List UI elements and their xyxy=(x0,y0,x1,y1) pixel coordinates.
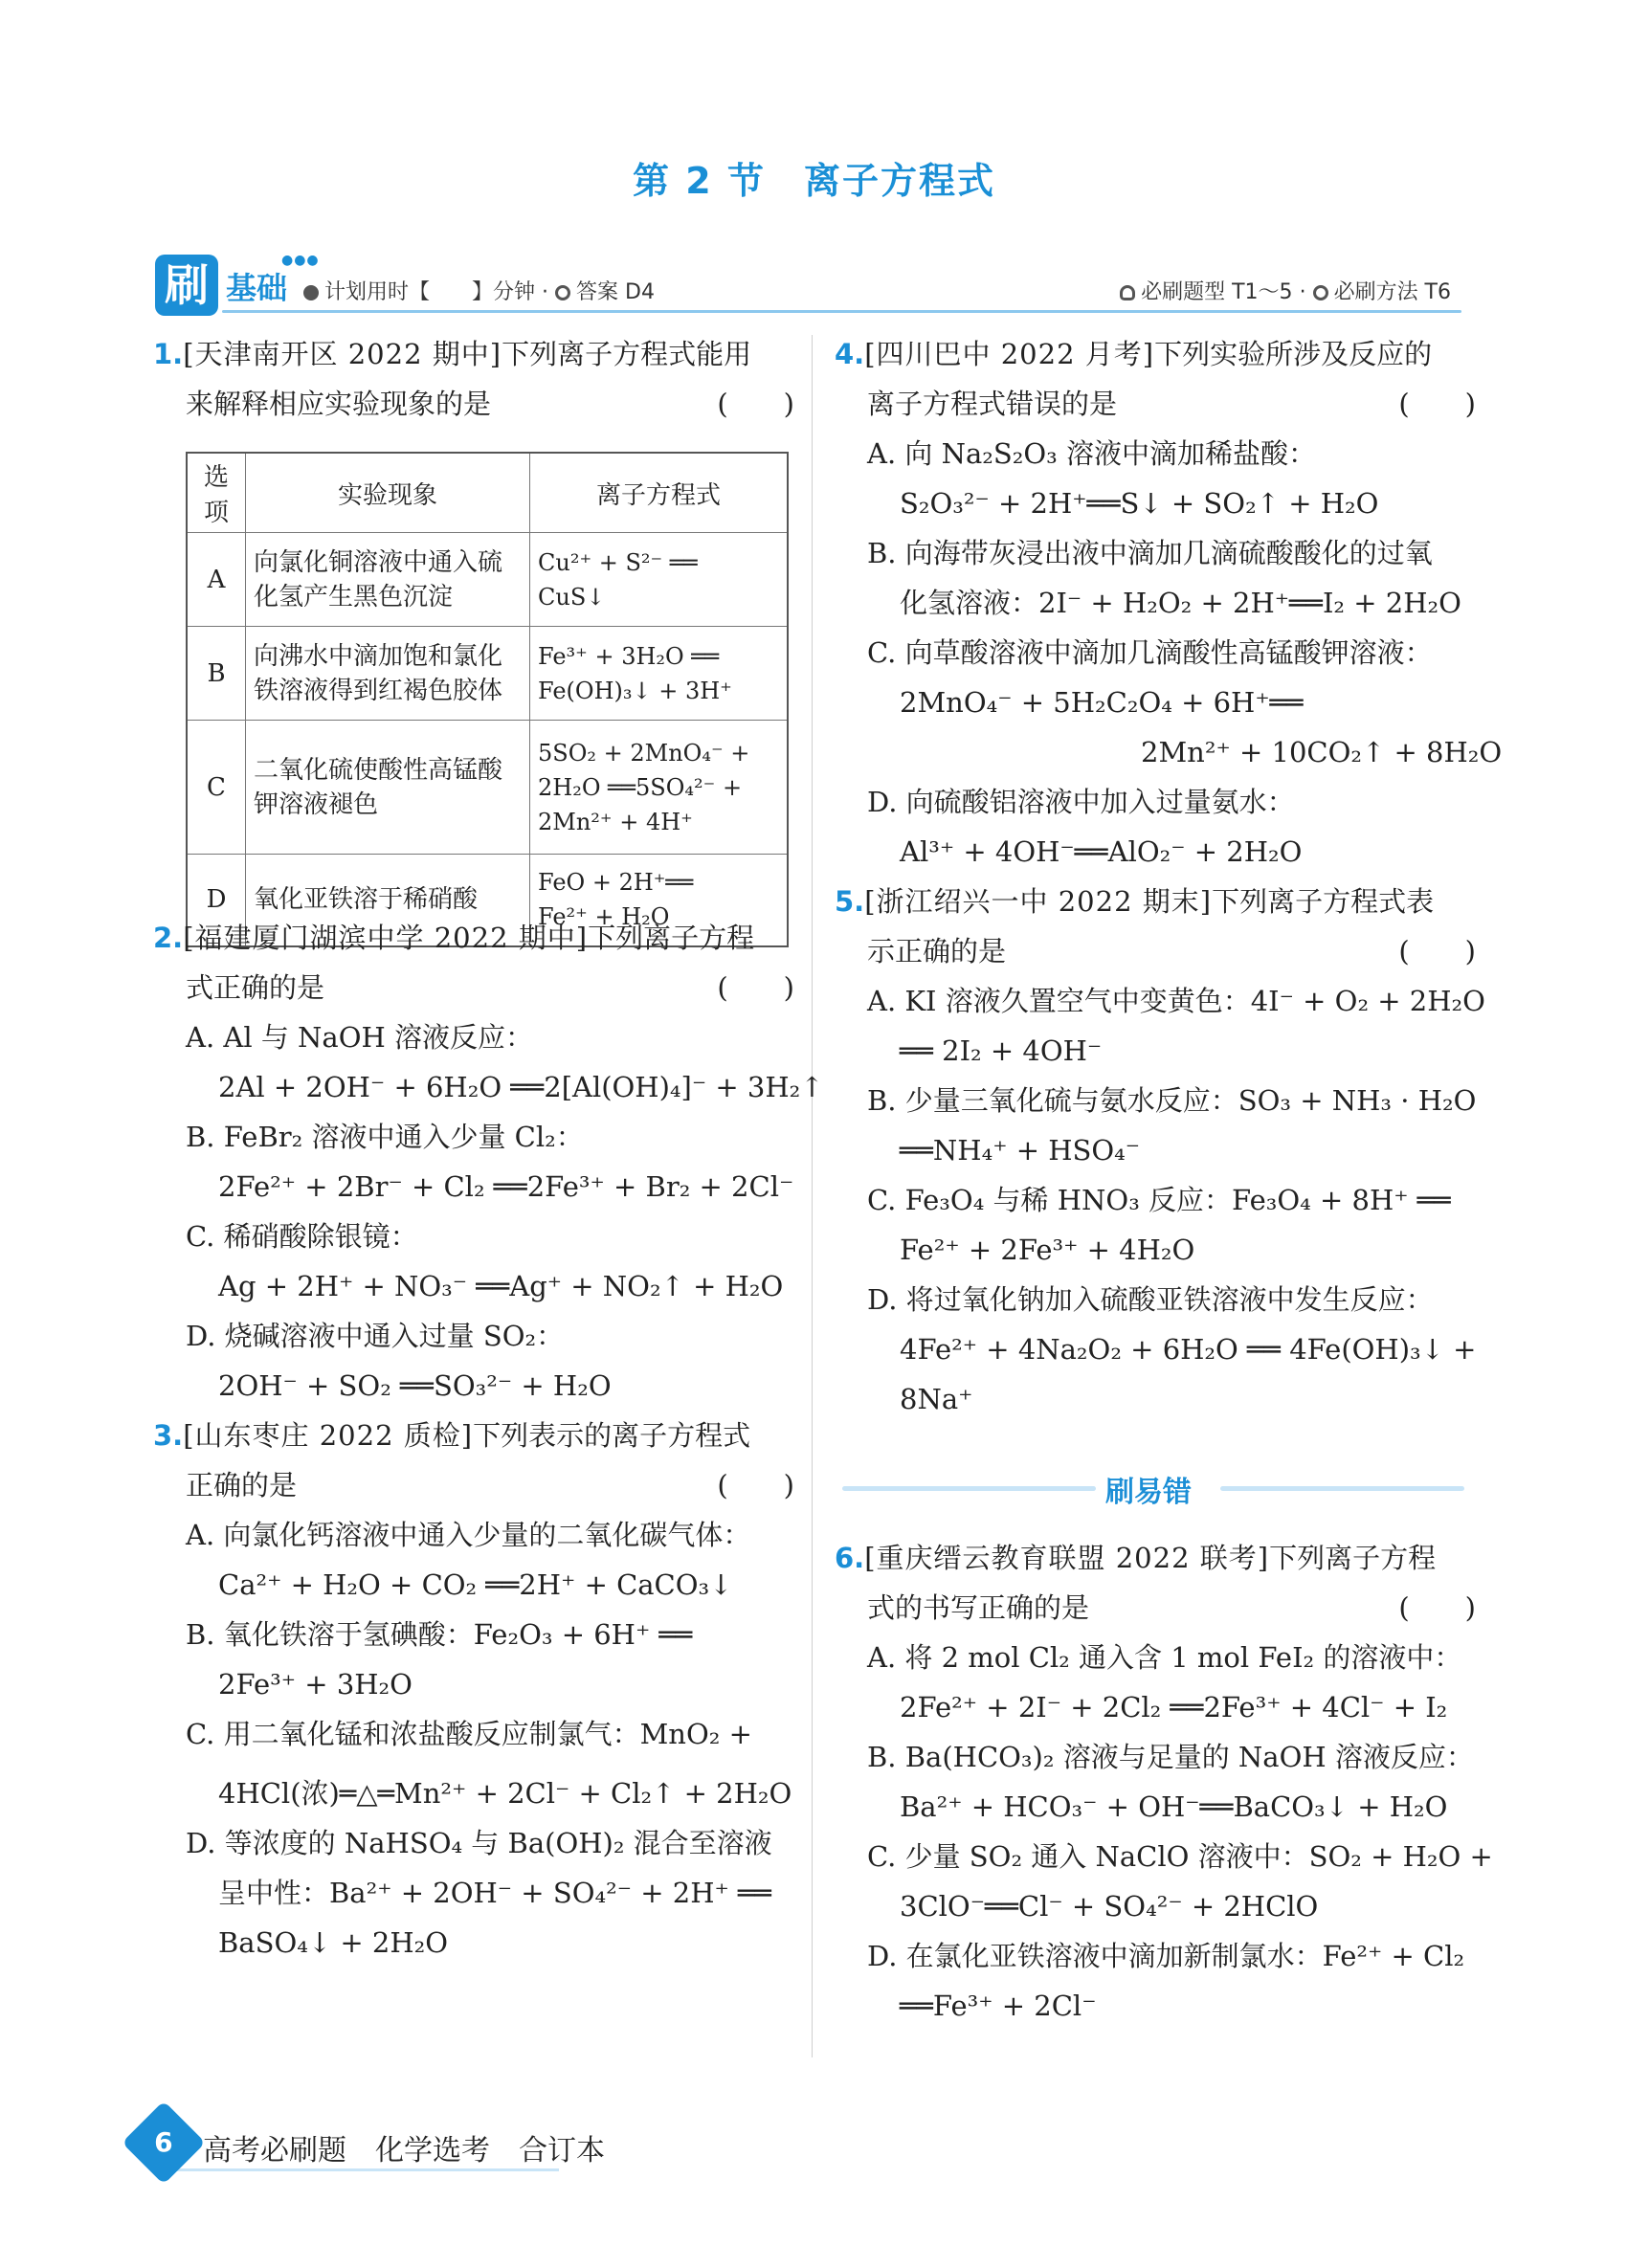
q3-line1: 3.[山东枣庄 2022 质检]下列表示的离子方程式 xyxy=(153,1419,751,1452)
q3-option-d: D. 等浓度的 NaHSO₄ 与 Ba(OH)₂ 混合至溶液 xyxy=(186,1827,772,1859)
q6-option-b-eq: Ba²⁺ + HCO₃⁻ + OH⁻══BaCO₃↓ + H₂O xyxy=(900,1790,1448,1823)
q5-line2: 示正确的是 ( ) xyxy=(867,935,1476,967)
answer-icon xyxy=(555,285,570,300)
q5-option-d-eq2: 8Na⁺ xyxy=(900,1383,973,1415)
q2-option-d: D. 烧碱溶液中通入过量 SO₂： xyxy=(186,1320,565,1352)
pen-icon xyxy=(1120,285,1135,300)
q5-option-c: C. Fe₃O₄ 与稀 HNO₃ 反应：Fe₃O₄ + 8H⁺ ══ xyxy=(867,1184,1451,1216)
divider-bar-left xyxy=(842,1486,1096,1491)
q4-option-c-eq2: 2Mn²⁺ + 10CO₂↑ + 8H₂O xyxy=(1141,736,1503,768)
column-divider xyxy=(812,335,813,2057)
reaction-table xyxy=(186,452,789,947)
page-number: 6 xyxy=(154,2125,173,2158)
table-header: 实验现象 xyxy=(246,453,530,533)
q4-line1: 4.[四川巴中 2022 月考]下列实验所涉及反应的 xyxy=(835,338,1433,370)
table-row: B 向沸水中滴加饱和氯化 铁溶液得到红褐色胶体 Fe³⁺ + 3H₂O ══ Fe(OH)₃↓ + 3H⁺ xyxy=(187,627,788,721)
q3-option-b-eq: 2Fe³⁺ + 3H₂O xyxy=(218,1668,413,1701)
must-method: 必刷方法 T6 xyxy=(1333,280,1451,304)
header-underline xyxy=(222,310,1461,313)
q5-option-b-eq: ══NH₄⁺ + HSO₄⁻ xyxy=(900,1134,1141,1167)
answer-ref: 答案 D4 xyxy=(576,280,655,304)
q4-option-b-eq: 化氢溶液：2I⁻ + H₂O₂ + 2H⁺══I₂ + 2H₂O xyxy=(900,587,1461,619)
q6-option-a: A. 将 2 mol Cl₂ 通入含 1 mol FeI₂ 的溶液中： xyxy=(867,1641,1462,1674)
q5-option-d: D. 将过氧化钠加入硫酸亚铁溶液中发生反应： xyxy=(867,1283,1434,1316)
q1-line2: 来解释相应实验现象的是 ( ) xyxy=(186,388,794,420)
q3-option-c-eq: 4HCl(浓)═△═Mn²⁺ + 2Cl⁻ + Cl₂↑ + 2H₂O xyxy=(218,1777,792,1810)
table-row: D 氧化亚铁溶于稀硝酸 FeO + 2H⁺══ Fe²⁺ + H₂O xyxy=(187,855,788,946)
divider-bar-right xyxy=(1220,1486,1464,1491)
section-header-bar xyxy=(155,251,1466,318)
search-icon xyxy=(1313,285,1328,300)
brand-logo: 刷 xyxy=(155,255,218,316)
q4-option-c: C. 向草酸溶液中滴加几滴酸性高锰酸钾溶液： xyxy=(867,636,1433,669)
section-divider-easy-wrong xyxy=(842,1464,1464,1512)
table-header-row xyxy=(187,453,788,533)
q6-option-d: D. 在氯化亚铁溶液中滴加新制氯水：Fe²⁺ + Cl₂ xyxy=(867,1940,1465,1972)
q2-option-c-eq: Ag + 2H⁺ + NO₃⁻ ══Ag⁺ + NO₂↑ + H₂O xyxy=(218,1270,784,1302)
q6-line2: 式的书写正确的是 ( ) xyxy=(867,1591,1476,1624)
q3-option-a: A. 向氯化钙溶液中通入少量的二氧化碳气体： xyxy=(186,1519,751,1551)
q2-option-a-eq: 2Al + 2OH⁻ + 6H₂O ══2[Al(OH)₄]⁻ + 3H₂↑ xyxy=(218,1071,824,1103)
q2-option-b: B. FeBr₂ 溶液中通入少量 Cl₂： xyxy=(186,1121,584,1153)
q4-option-a-eq: S₂O₃²⁻ + 2H⁺══S↓ + SO₂↑ + H₂O xyxy=(900,487,1379,520)
section-label: 刷易错 xyxy=(1105,1476,1192,1509)
q4-line2: 离子方程式错误的是 ( ) xyxy=(867,388,1476,420)
q6-option-b: B. Ba(HCO₃)₂ 溶液与足量的 NaOH 溶液反应： xyxy=(867,1741,1474,1773)
q2-line1: 2.[福建厦门湖滨中学 2022 期中]下列离子方程 xyxy=(153,922,755,954)
page-number-badge xyxy=(122,2101,206,2185)
footer-underline xyxy=(176,2168,559,2171)
q6-option-c-eq: 3ClO⁻══Cl⁻ + SO₄²⁻ + 2HClO xyxy=(900,1890,1319,1923)
q3-option-b: B. 氧化铁溶于氢碘酸：Fe₂O₃ + 6H⁺ ══ xyxy=(186,1618,693,1651)
q5-option-a-eq: ══ 2I₂ + 4OH⁻ xyxy=(900,1034,1103,1067)
q2-option-d-eq: 2OH⁻ + SO₂ ══SO₃²⁻ + H₂O xyxy=(218,1369,612,1402)
must-types: 必刷题型 T1～5 xyxy=(1141,280,1293,304)
header-meta: 计划用时【 】分钟 · 答案 D4 xyxy=(303,276,655,305)
brand-word: 基础 xyxy=(226,270,288,306)
footer-book-title: 高考必刷题 化学选考 合订本 xyxy=(203,2134,605,2168)
q6-option-c: C. 少量 SO₂ 通入 NaClO 溶液中：SO₂ + H₂O + xyxy=(867,1840,1493,1873)
q4-option-d: D. 向硫酸铝溶液中加入过量氨水： xyxy=(867,786,1295,818)
q3-line2: 正确的是 ( ) xyxy=(186,1469,794,1501)
q4-option-a: A. 向 Na₂S₂O₃ 溶液中滴加稀盐酸： xyxy=(867,437,1316,470)
q3-option-a-eq: Ca²⁺ + H₂O + CO₂ ══2H⁺ + CaCO₃↓ xyxy=(218,1568,733,1601)
q4-option-d-eq: Al³⁺ + 4OH⁻══AlO₂⁻ + 2H₂O xyxy=(900,835,1303,868)
q3-option-d-line2: 呈中性：Ba²⁺ + 2OH⁻ + SO₄²⁻ + 2H⁺ ══ xyxy=(218,1877,771,1909)
table-row: A 向氯化铜溶液中通入硫 化氢产生黑色沉淀 Cu²⁺ + S²⁻ ══ CuS↓ xyxy=(187,533,788,627)
q2-line2: 式正确的是 ( ) xyxy=(186,971,794,1004)
table-header: 选项 xyxy=(187,453,246,533)
q6-option-d-eq: ══Fe³⁺ + 2Cl⁻ xyxy=(900,1990,1097,2022)
q5-option-a: A. KI 溶液久置空气中变黄色：4I⁻ + O₂ + 2H₂O xyxy=(867,985,1485,1017)
table-header: 离子方程式 xyxy=(530,453,789,533)
page-title: 第 2 节 离子方程式 xyxy=(633,160,995,202)
q6-line1: 6.[重庆缙云教育联盟 2022 联考]下列离子方程 xyxy=(835,1542,1437,1574)
q2-option-b-eq: 2Fe²⁺ + 2Br⁻ + Cl₂ ══2Fe³⁺ + Br₂ + 2Cl⁻ xyxy=(218,1170,794,1203)
clock-icon xyxy=(303,285,319,300)
q1-line1: 1.[天津南开区 2022 期中]下列离子方程式能用 xyxy=(153,338,752,370)
q3-option-c: C. 用二氧化锰和浓盐酸反应制氯气：MnO₂ + xyxy=(186,1718,752,1750)
q6-option-a-eq: 2Fe²⁺ + 2I⁻ + 2Cl₂ ══2Fe³⁺ + 4Cl⁻ + I₂ xyxy=(900,1691,1448,1723)
q3-option-d-eq: BaSO₄↓ + 2H₂O xyxy=(218,1926,449,1959)
header-right: 必刷题型 T1～5 · 必刷方法 T6 xyxy=(1120,276,1451,305)
q2-option-c: C. 稀硝酸除银镜： xyxy=(186,1220,418,1253)
q2-option-a: A. Al 与 NaOH 溶液反应： xyxy=(186,1021,533,1054)
q5-option-c-eq: Fe²⁺ + 2Fe³⁺ + 4H₂O xyxy=(900,1234,1195,1266)
q5-option-b: B. 少量三氧化硫与氨水反应：SO₃ + NH₃ · H₂O xyxy=(867,1084,1477,1117)
table-row: C 二氧化硫使酸性高锰酸 钾溶液褪色 5SO₂ + 2MnO₄⁻ + 2H₂O ══5SO₄²⁻ + 2Mn²⁺ + 4H⁺ xyxy=(187,721,788,855)
q4-option-b: B. 向海带灰浸出液中滴加几滴硫酸酸化的过氧 xyxy=(867,537,1433,569)
page-footer xyxy=(134,2113,708,2180)
brand-dots-decoration: ●●● xyxy=(281,253,320,268)
plan-time: 计划用时【 】分钟 xyxy=(324,280,536,304)
q5-option-d-eq1: 4Fe²⁺ + 4Na₂O₂ + 6H₂O ══ 4Fe(OH)₃↓ + xyxy=(900,1333,1477,1366)
q4-option-c-eq1: 2MnO₄⁻ + 5H₂C₂O₄ + 6H⁺══ xyxy=(900,686,1304,719)
q5-line1: 5.[浙江绍兴一中 2022 期末]下列离子方程式表 xyxy=(835,885,1435,918)
